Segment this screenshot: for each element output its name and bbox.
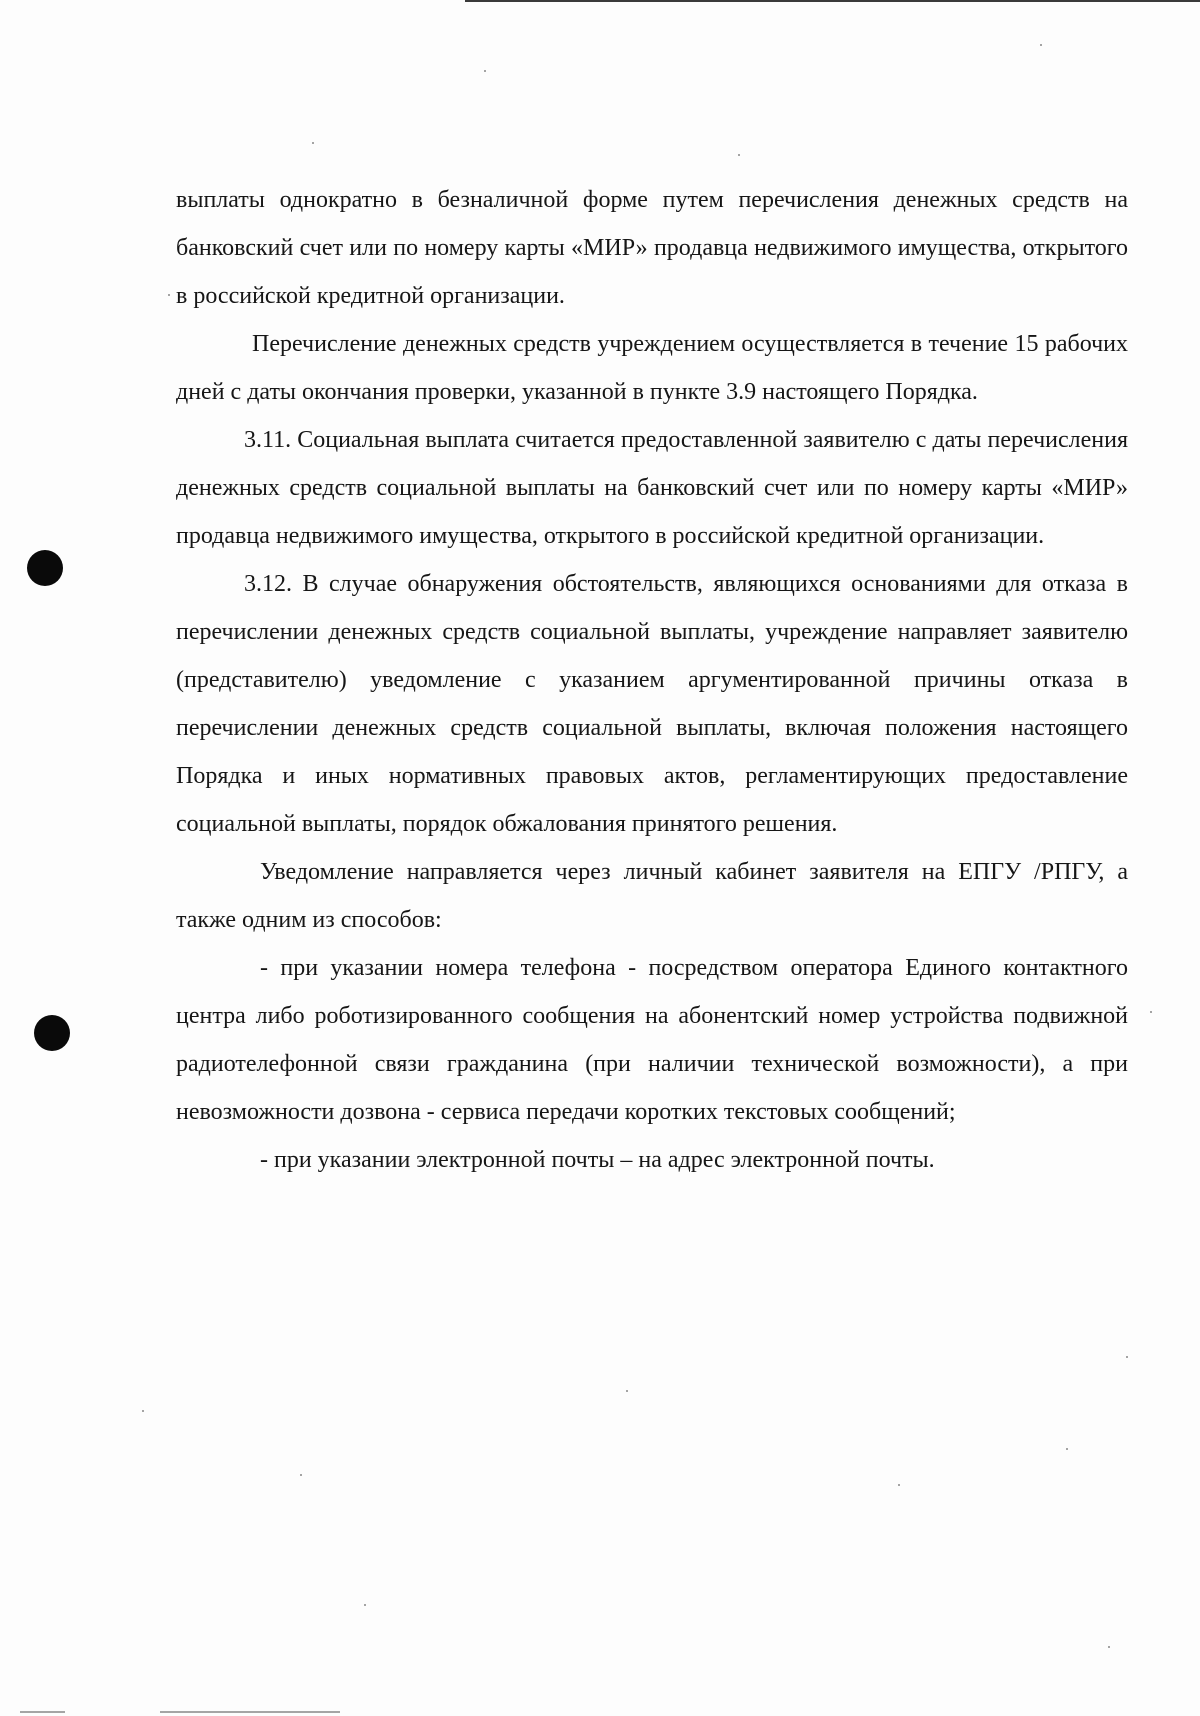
paragraph-notification: Уведомление направляется через личный кабинет заявителя на ЕПГУ /РПГУ, а также одним из способов: <box>176 859 1128 933</box>
scan-speck <box>1150 1011 1152 1013</box>
scan-speck <box>898 1484 900 1486</box>
paragraph-clause-3-12: 3.12. В случае обнаружения обстоятельств, являющихся основаниями для отказа в перечислении денежных средств социальной выплаты, учреждение направляет заявителю (представителю) уведомление с указанием аргументированной причины отказа в перечислении денежных средств социальной выплаты, включая положения настоящего Порядка и иных нормативных правовых актов, регламентирующих предоставление социальной выплаты, порядок обжалования принятого решения. <box>176 571 1128 837</box>
scan-speck <box>142 1410 144 1412</box>
scan-speck <box>484 70 486 72</box>
scan-speck <box>626 1390 628 1392</box>
paragraph-clause-3-11: 3.11. Социальная выплата считается предоставленной заявителю с даты перечисления денежных средств социальной выплаты на банковский счет или по номеру карты «МИР» продавца недвижимого имущества, открытого в российской кредитной организации. <box>176 427 1128 549</box>
scan-speck <box>738 154 740 156</box>
bottom-edge-mark-middle <box>160 1711 340 1713</box>
scan-speck <box>300 1474 302 1476</box>
scan-speck <box>364 1604 366 1606</box>
bottom-edge-mark-left <box>20 1711 65 1713</box>
list-item-email: - при указании электронной почты – на адрес электронной почты. <box>260 1147 935 1173</box>
paragraph-transfer-term: Перечисление денежных средств учреждением осуществляется в течение 15 рабочих дней с даты окончания проверки, указанной в пункте 3.9 настоящего Порядка. <box>176 331 1128 405</box>
punch-hole-lower <box>34 1015 70 1051</box>
top-edge-rule <box>465 0 1200 2</box>
scan-speck <box>1066 1448 1068 1450</box>
scan-speck <box>1040 44 1042 46</box>
scan-speck <box>1108 1646 1110 1648</box>
scan-speck <box>312 142 314 144</box>
punch-hole-upper <box>27 550 63 586</box>
paragraph-payment-form: выплаты однократно в безналичной форме путем перечисления денежных средств на банковский счет или по номеру карты «МИР» продавца недвижимого имущества, открытого в российской кредитной организации. <box>176 187 1128 309</box>
scan-speck <box>1126 1356 1128 1358</box>
list-item-phone: - при указании номера телефона - посредством оператора Единого контактного центра либо роботизированного сообщения на абонентский номер устройства подвижной радиотелефонной связи гражданина (при наличии технической возможности), а при невозможности дозвона - сервиса передачи коротких текстовых сообщений; <box>176 955 1128 1125</box>
document-body <box>176 176 1128 1184</box>
scan-speck <box>168 294 170 296</box>
